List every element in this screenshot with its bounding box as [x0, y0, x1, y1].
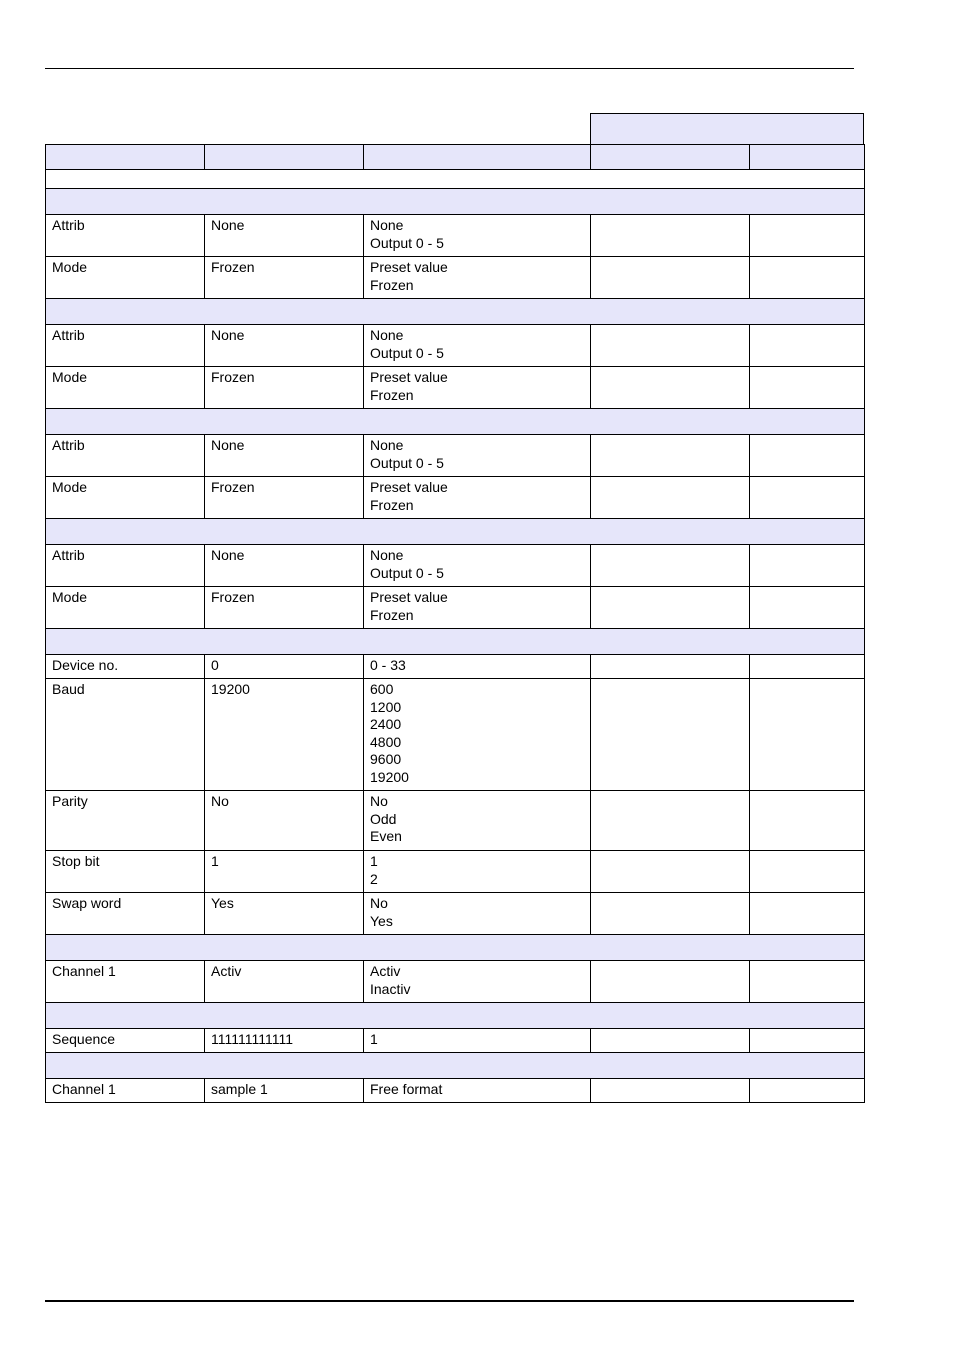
parameter-name: Device no. — [46, 655, 205, 679]
option-values: Preset value Frozen — [364, 587, 591, 629]
parameter-name: Mode — [46, 477, 205, 519]
section-header-cell — [46, 409, 865, 435]
setting-cell — [591, 325, 750, 367]
default-value: None — [205, 325, 364, 367]
section-header-row — [46, 299, 865, 325]
section-header-cell — [46, 1053, 865, 1079]
option-values: 1 2 — [364, 851, 591, 893]
table-row — [46, 1029, 865, 1053]
parameter-name: Mode — [46, 367, 205, 409]
default-value: sample 1 — [205, 1079, 364, 1103]
setting-cell — [750, 215, 865, 257]
section-header-row — [46, 1003, 865, 1029]
column-header-parameter — [46, 145, 205, 170]
table-row — [46, 257, 865, 299]
table-row — [46, 435, 865, 477]
option-values: Preset value Frozen — [364, 477, 591, 519]
default-value: No — [205, 791, 364, 851]
setting-cell — [750, 257, 865, 299]
default-value: 0 — [205, 655, 364, 679]
option-values: 600 1200 2400 4800 9600 19200 — [364, 679, 591, 791]
option-values: None Output 0 - 5 — [364, 545, 591, 587]
default-value: 111111111111 — [205, 1029, 364, 1053]
parameter-name: Channel 1 — [46, 961, 205, 1003]
setting-cell — [591, 655, 750, 679]
default-value: Frozen — [205, 477, 364, 519]
footer-rule — [45, 1300, 854, 1302]
table-row — [46, 679, 865, 791]
setting-cell — [750, 1079, 865, 1103]
setting-cell — [591, 679, 750, 791]
table-row — [46, 367, 865, 409]
table-row — [46, 791, 865, 851]
table-row — [46, 477, 865, 519]
setting-cell — [591, 257, 750, 299]
default-value: Activ — [205, 961, 364, 1003]
section-header-cell — [46, 299, 865, 325]
setting-cell — [591, 851, 750, 893]
blank-row — [46, 170, 865, 189]
column-header-setting-2 — [750, 145, 865, 170]
section-header-row — [46, 629, 865, 655]
table-row — [46, 655, 865, 679]
table-row — [46, 893, 865, 935]
setting-cell — [750, 1029, 865, 1053]
default-value: Frozen — [205, 367, 364, 409]
section-header-row — [46, 189, 865, 215]
setting-cell — [591, 1029, 750, 1053]
parameter-name: Mode — [46, 257, 205, 299]
parameter-name: Parity — [46, 791, 205, 851]
option-values: None Output 0 - 5 — [364, 215, 591, 257]
default-value: 19200 — [205, 679, 364, 791]
parameter-name: Stop bit — [46, 851, 205, 893]
parameter-name: Sequence — [46, 1029, 205, 1053]
parameter-name: Attrib — [46, 215, 205, 257]
option-values: None Output 0 - 5 — [364, 435, 591, 477]
setting-cell — [750, 587, 865, 629]
default-value: None — [205, 215, 364, 257]
parameter-name: Mode — [46, 587, 205, 629]
setting-cell — [750, 961, 865, 1003]
option-values: Preset value Frozen — [364, 367, 591, 409]
table-row — [46, 961, 865, 1003]
column-header-options — [364, 145, 591, 170]
option-values: 0 - 33 — [364, 655, 591, 679]
setting-cell — [750, 655, 865, 679]
parameter-name: Attrib — [46, 435, 205, 477]
option-values: No Yes — [364, 893, 591, 935]
setting-cell — [750, 893, 865, 935]
section-header-row — [46, 935, 865, 961]
parameter-name: Attrib — [46, 325, 205, 367]
setting-cell — [750, 545, 865, 587]
setting-cell — [750, 325, 865, 367]
parameter-name: Channel 1 — [46, 1079, 205, 1103]
section-header-cell — [46, 189, 865, 215]
setting-cell — [591, 545, 750, 587]
setting-cell — [591, 893, 750, 935]
setting-cell — [591, 477, 750, 519]
option-values: Free format — [364, 1079, 591, 1103]
parameter-name: Attrib — [46, 545, 205, 587]
table-row — [46, 1079, 865, 1103]
option-values: 1 — [364, 1029, 591, 1053]
section-header-cell — [46, 629, 865, 655]
group-header-cell — [590, 113, 864, 145]
default-value: Frozen — [205, 257, 364, 299]
default-value: None — [205, 545, 364, 587]
table-row — [46, 545, 865, 587]
table-row — [46, 587, 865, 629]
option-values: No Odd Even — [364, 791, 591, 851]
column-header-setting-1 — [591, 145, 750, 170]
default-value: Frozen — [205, 587, 364, 629]
setting-cell — [591, 367, 750, 409]
section-header-row — [46, 1053, 865, 1079]
section-header-cell — [46, 1003, 865, 1029]
section-header-cell — [46, 935, 865, 961]
setting-cell — [591, 961, 750, 1003]
default-value: Yes — [205, 893, 364, 935]
default-value: 1 — [205, 851, 364, 893]
setting-cell — [591, 587, 750, 629]
settings-table — [45, 144, 865, 1103]
option-values: Preset value Frozen — [364, 257, 591, 299]
setting-cell — [591, 435, 750, 477]
parameter-name: Swap word — [46, 893, 205, 935]
table-row — [46, 851, 865, 893]
table-row — [46, 325, 865, 367]
header-rule — [45, 68, 854, 69]
section-header-row — [46, 409, 865, 435]
parameter-name: Baud — [46, 679, 205, 791]
option-values: None Output 0 - 5 — [364, 325, 591, 367]
blank-cell — [46, 170, 865, 189]
setting-cell — [750, 679, 865, 791]
section-header-row — [46, 519, 865, 545]
setting-cell — [750, 367, 865, 409]
setting-cell — [750, 851, 865, 893]
column-header-row — [46, 145, 865, 170]
setting-cell — [591, 791, 750, 851]
setting-cell — [750, 435, 865, 477]
setting-cell — [591, 1079, 750, 1103]
table-row — [46, 215, 865, 257]
setting-cell — [750, 791, 865, 851]
option-values: Activ Inactiv — [364, 961, 591, 1003]
setting-cell — [591, 215, 750, 257]
setting-cell — [750, 477, 865, 519]
default-value: None — [205, 435, 364, 477]
section-header-cell — [46, 519, 865, 545]
column-header-default — [205, 145, 364, 170]
